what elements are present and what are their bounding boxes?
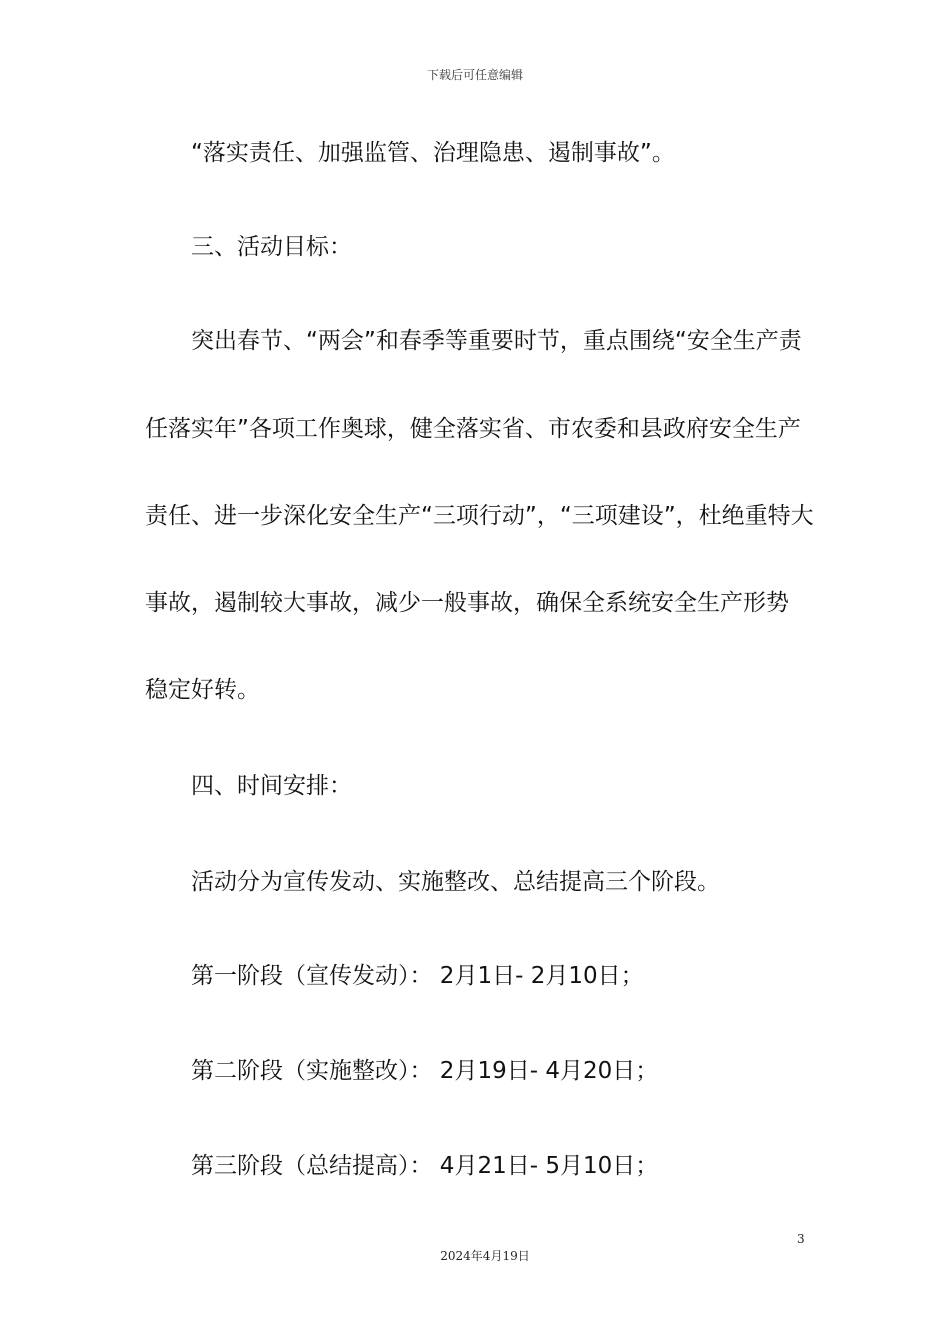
schedule-item: 第二阶段（实施整改）： 2月19日- 4月20日；	[191, 1058, 659, 1084]
section-heading-goals: 三、活动目标：	[191, 234, 352, 260]
page-header: 下载后可任意编辑	[426, 68, 523, 82]
paragraph-line: 突出春节、“两会”和春季等重要时节，重点围绕“安全生产责	[191, 328, 802, 354]
paragraph-line: 责任、进一步深化安全生产“三项行动”，“三项建设”，杜绝重特大	[145, 503, 814, 529]
footer-date: 2024年4月19日	[440, 1249, 530, 1263]
paragraph-line: 任落实年”各项工作奥球，健全落实省、市农委和县政府安全生产	[145, 416, 801, 442]
paragraph-line: “落实责任、加强监管、治理隐患、遏制事故”。	[191, 140, 675, 166]
page-number: 3	[797, 1232, 805, 1246]
paragraph-line: 事故，遏制较大事故，减少一般事故，确保全系统安全生产形势	[145, 590, 789, 616]
section-heading-schedule: 四、时间安排：	[191, 773, 352, 799]
schedule-item: 第一阶段（宣传发动）： 2月1日- 2月10日；	[191, 963, 644, 989]
paragraph-line: 稳定好转。	[145, 677, 260, 703]
paragraph-line: 活动分为宣传发动、实施整改、总结提高三个阶段。	[191, 869, 720, 895]
schedule-item: 第三阶段（总结提高）： 4月21日- 5月10日；	[191, 1153, 659, 1179]
